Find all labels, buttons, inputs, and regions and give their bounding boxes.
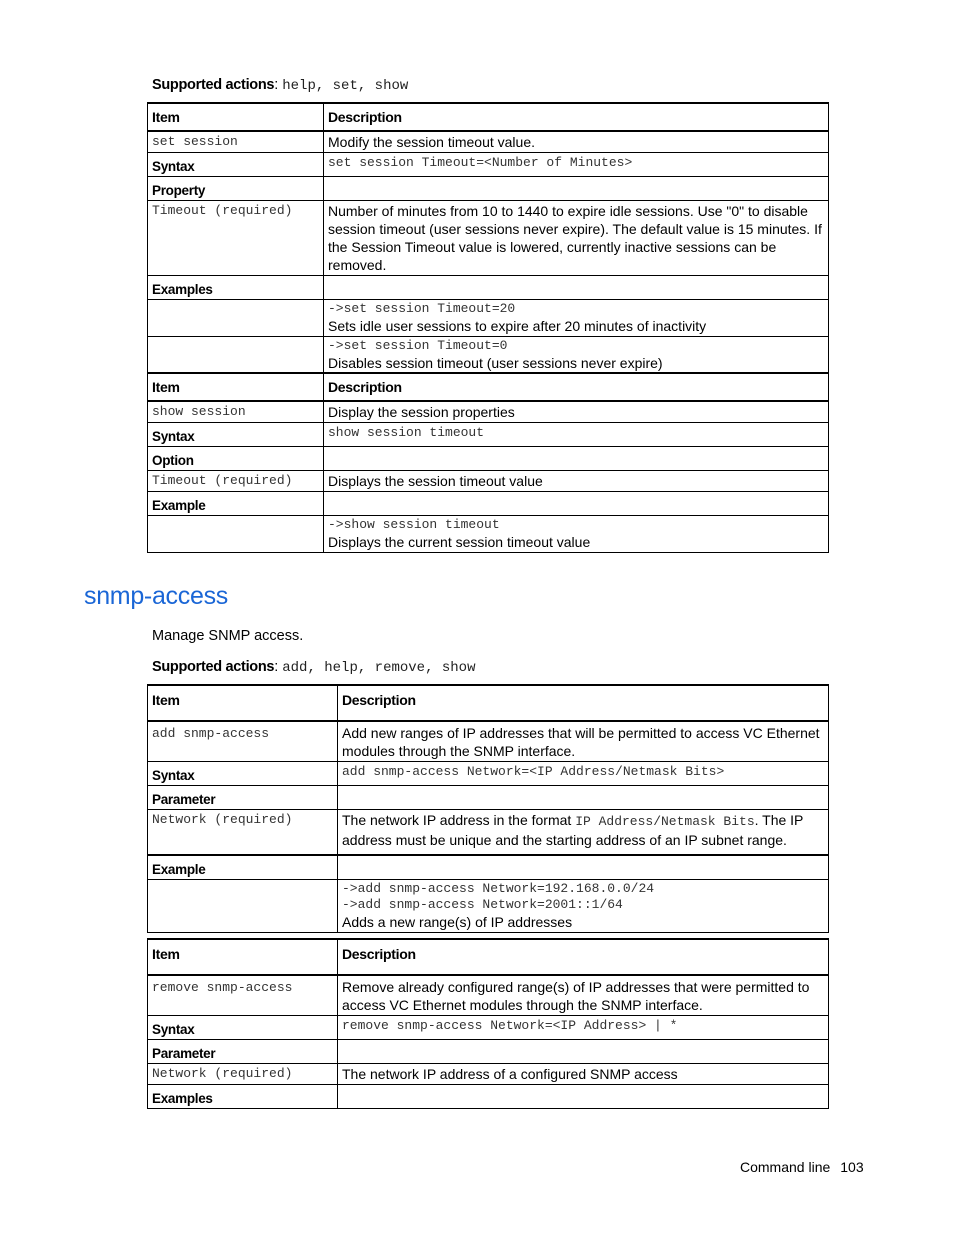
- set-session-table: [147, 102, 829, 374]
- table-row: [148, 423, 829, 447]
- parameter-name: Network (required): [148, 810, 338, 856]
- supported-actions-label: Supported actions: [152, 659, 275, 675]
- examples-label: Examples: [148, 276, 324, 300]
- example-label: Example: [148, 855, 338, 880]
- example-code: ->add snmp-access Network=2001::1/64: [342, 897, 623, 912]
- example: [338, 880, 829, 933]
- table-row: [148, 786, 829, 810]
- supported-actions-1: Supported actions: help, set, show: [152, 77, 409, 94]
- command-name: show session: [148, 401, 324, 423]
- table-row: [148, 201, 829, 276]
- header-description: Description: [338, 939, 829, 975]
- supported-actions-list: add, help, remove, show: [282, 660, 476, 676]
- syntax-label: Syntax: [148, 423, 324, 447]
- table-row: [148, 1040, 829, 1064]
- table-row: [148, 131, 829, 153]
- option-label: Option: [148, 447, 324, 471]
- command-description: Add new ranges of IP addresses that will be permitted to access VC Ethernet modules through the SNMP interface.: [338, 721, 829, 762]
- page-number: 103: [840, 1159, 864, 1175]
- syntax-label: Syntax: [148, 1016, 338, 1040]
- table-row: [148, 880, 829, 933]
- header-description: Description: [324, 373, 829, 401]
- table-row: [148, 1064, 829, 1085]
- syntax-value: set session Timeout=<Number of Minutes>: [324, 153, 829, 177]
- syntax-value: add snmp-access Network=<IP Address/Netmask Bits>: [338, 762, 829, 786]
- parameter-description: The network IP address in the format IP Address/Netmask Bits. The IP address must be unique and the starting address of an IP subnet range.: [338, 810, 829, 856]
- property-name: Timeout (required): [148, 201, 324, 276]
- table-row: [148, 516, 829, 553]
- table-row: [148, 1016, 829, 1040]
- table-header-row: [148, 373, 829, 401]
- parameter-label: Parameter: [148, 1040, 338, 1064]
- page-footer: [740, 1159, 864, 1175]
- example-description: Displays the current session timeout value: [328, 534, 591, 550]
- example-code: ->set session Timeout=20: [328, 301, 516, 316]
- parameter-name: Network (required): [148, 1064, 338, 1085]
- header-item: Item: [148, 685, 338, 721]
- add-snmp-access-table: [147, 684, 829, 933]
- example: [324, 516, 829, 553]
- example-2: [324, 337, 829, 374]
- syntax-label: Syntax: [148, 153, 324, 177]
- header-item: Item: [148, 103, 324, 131]
- table-row: [148, 471, 829, 492]
- table-row: [148, 447, 829, 471]
- table-row: [148, 762, 829, 786]
- section-intro: Manage SNMP access.: [152, 628, 304, 644]
- table-row: [148, 401, 829, 423]
- supported-actions-2: Supported actions: add, help, remove, show: [152, 659, 476, 676]
- table-row: [148, 1085, 829, 1109]
- table-row: [148, 855, 829, 880]
- table-header-row: [148, 685, 829, 721]
- syntax-value: remove snmp-access Network=<IP Address> | *: [338, 1016, 829, 1040]
- header-description: Description: [324, 103, 829, 131]
- command-description: Modify the session timeout value.: [324, 131, 829, 153]
- table-row: [148, 975, 829, 1016]
- header-item: Item: [148, 373, 324, 401]
- table-row: [148, 721, 829, 762]
- command-name: add snmp-access: [148, 721, 338, 762]
- property-label: Property: [148, 177, 324, 201]
- table-row: [148, 810, 829, 856]
- section-title: snmp-access: [84, 582, 228, 610]
- table-row: [148, 337, 829, 374]
- header-description: Description: [338, 685, 829, 721]
- table-row: [148, 492, 829, 516]
- parameter-label: Parameter: [148, 786, 338, 810]
- table-row: [148, 276, 829, 300]
- property-description: Number of minutes from 10 to 1440 to expire idle sessions. Use "0" to disable session timeout (user sessions never expire). The default value is 15 minutes. If the Session Timeout value is lowered, currently inactive sessions can be removed.: [324, 201, 829, 276]
- table-row: [148, 153, 829, 177]
- option-name: Timeout (required): [148, 471, 324, 492]
- example-code: ->add snmp-access Network=192.168.0.0/24: [342, 881, 655, 896]
- footer-section: Command line: [740, 1159, 831, 1175]
- example-description: Adds a new range(s) of IP addresses: [342, 914, 573, 930]
- syntax-label: Syntax: [148, 762, 338, 786]
- table-header-row: [148, 939, 829, 975]
- command-name: remove snmp-access: [148, 975, 338, 1016]
- command-description: Display the session properties: [324, 401, 829, 423]
- example-description: Disables session timeout (user sessions never expire): [328, 355, 663, 371]
- example-description: Sets idle user sessions to expire after 20 minutes of inactivity: [328, 318, 707, 334]
- header-item: Item: [148, 939, 338, 975]
- supported-actions-list: help, set, show: [282, 78, 409, 94]
- table-row: [148, 177, 829, 201]
- example-code: ->show session timeout: [328, 517, 500, 532]
- parameter-description: The network IP address of a configured SNMP access: [338, 1064, 829, 1085]
- remove-snmp-access-table: [147, 938, 829, 1109]
- table-row: [148, 300, 829, 337]
- example-label: Example: [148, 492, 324, 516]
- examples-label: Examples: [148, 1085, 338, 1109]
- command-description: Remove already configured range(s) of IP addresses that were permitted to access VC Ethernet modules through the SNMP interface.: [338, 975, 829, 1016]
- option-description: Displays the session timeout value: [324, 471, 829, 492]
- example-code: ->set session Timeout=0: [328, 338, 508, 353]
- show-session-table: [147, 372, 829, 553]
- syntax-value: show session timeout: [324, 423, 829, 447]
- table-header-row: [148, 103, 829, 131]
- supported-actions-label: Supported actions: [152, 77, 275, 93]
- example-1: [324, 300, 829, 337]
- command-name: set session: [148, 131, 324, 153]
